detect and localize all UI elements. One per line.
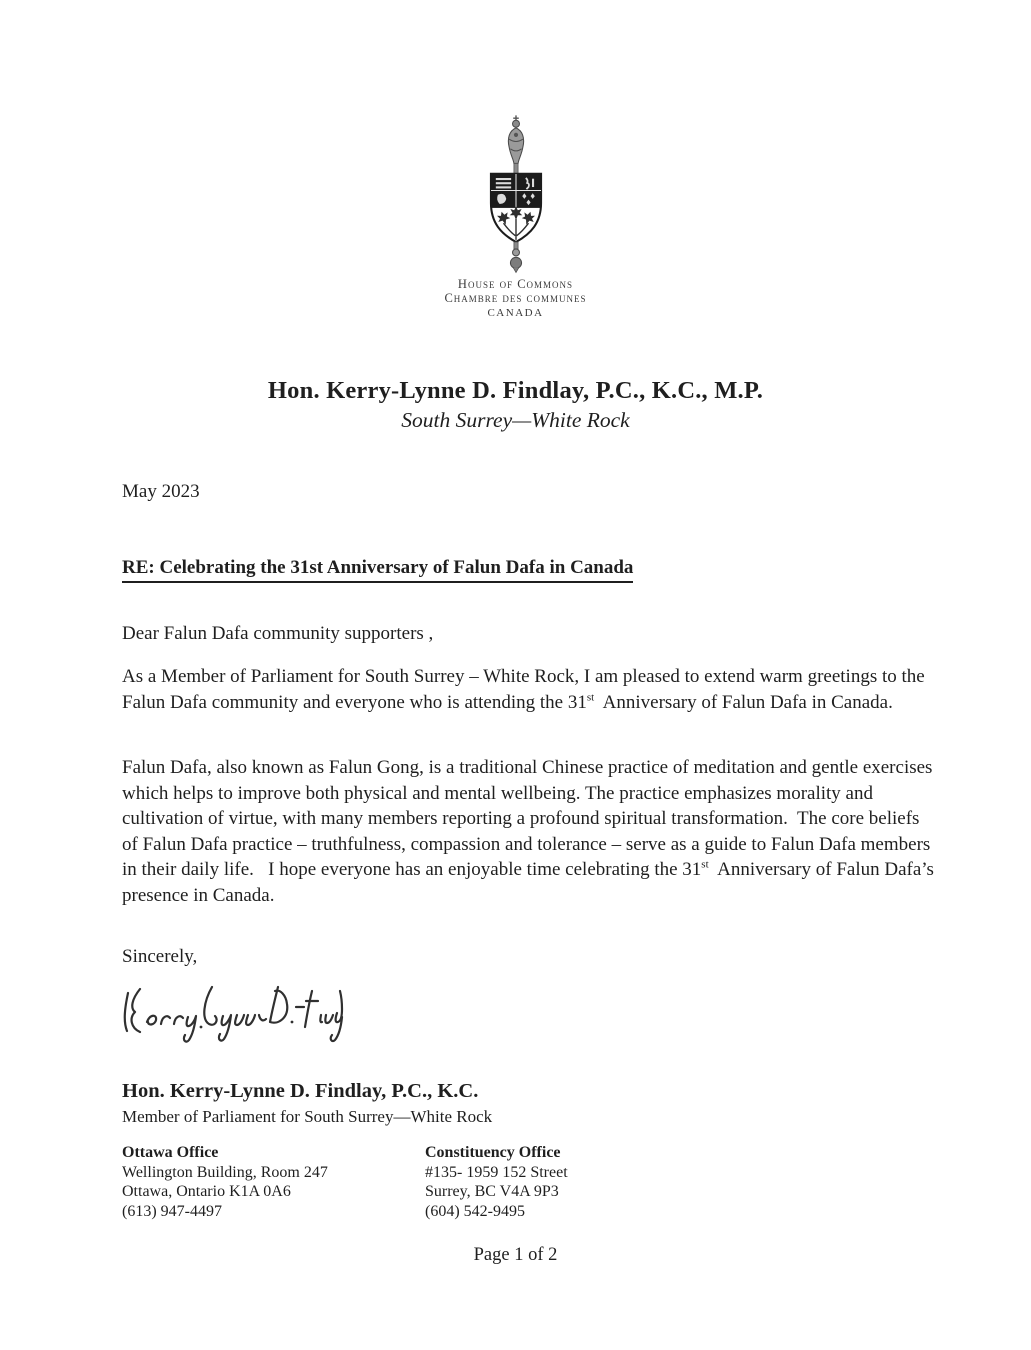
house-of-commons-crest-icon xyxy=(473,114,559,274)
paragraph-2-text: Falun Dafa, also known as Falun Gong, is a traditional Chinese practice of meditation and gentle exercises which helps to improve both physical and mental wellbeing. The practice emphasizes morality and cultivation of virtue, with many members reporting a profound spiritual transformation. The core beliefs of Falun Dafa practice – truthfulness, compassion and tolerance – serve as a guide to Falun Dafa members in their daily life. I hope everyone has an enjoyable time celebrating the 31 xyxy=(122,757,938,880)
org-line-chambre-des-communes: Chambre des communes xyxy=(444,291,587,305)
constituency-office-block xyxy=(425,1143,568,1221)
ottawa-office-phone: (613) 947-4497 xyxy=(122,1202,222,1220)
salutation: Dear Falun Dafa community supporters , xyxy=(122,623,434,644)
signer-printed-name: Hon. Kerry-Lynne D. Findlay, P.C., K.C. xyxy=(122,1080,479,1102)
org-line-house-of-commons: House of Commons xyxy=(457,277,574,291)
constituency-office-title: Constituency Office xyxy=(425,1144,561,1161)
ordinal-superscript: st xyxy=(701,858,709,871)
mp-riding-subheading: South Surrey—White Rock xyxy=(401,408,630,432)
ottawa-office-address-line1: Wellington Building, Room 247 xyxy=(122,1163,328,1181)
ottawa-office-title: Ottawa Office xyxy=(122,1144,219,1161)
constituency-office-address-line2: Surrey, BC V4A 9P3 xyxy=(425,1183,559,1200)
letter-date: May 2023 xyxy=(122,481,200,502)
ottawa-office-address-line2: Ottawa, Ontario K1A 0A6 xyxy=(122,1183,291,1200)
org-line-canada: CANADA xyxy=(487,307,544,319)
paragraph-2 xyxy=(122,755,939,908)
closing-sincerely: Sincerely, xyxy=(122,946,198,967)
ordinal-superscript: st xyxy=(586,691,595,704)
paragraph-1-text: As a Member of Parliament for South Surrey – White Rock, I am pleased to extend warm greetings to the Falun Dafa community and everyone who is attending the 31 xyxy=(122,666,930,713)
paragraph-1 xyxy=(122,664,934,715)
constituency-office-address-line1: #135- 1959 152 Street xyxy=(425,1163,568,1181)
paragraph-2-text-after: Anniversary of Falun Dafa’s presence in Canada. xyxy=(122,859,939,906)
ottawa-office-block xyxy=(122,1143,328,1221)
mp-name-heading: Hon. Kerry-Lynne D. Findlay, P.C., K.C., M.P. xyxy=(267,377,764,404)
signer-printed-role: Member of Parliament for South Surrey—White Rock xyxy=(122,1107,493,1126)
subject-line xyxy=(122,557,633,583)
paragraph-1-text-after: Anniversary of Falun Dafa in Canada. xyxy=(594,691,893,713)
constituency-office-phone: (604) 542-9495 xyxy=(425,1202,525,1220)
letterhead-org-lines xyxy=(0,277,1031,320)
page-indicator: Page 1 of 2 xyxy=(473,1245,558,1265)
subject-text: RE: Celebrating the 31st Anniversary of Falun Dafa in Canada xyxy=(122,557,633,583)
handwritten-signature xyxy=(120,976,344,1050)
